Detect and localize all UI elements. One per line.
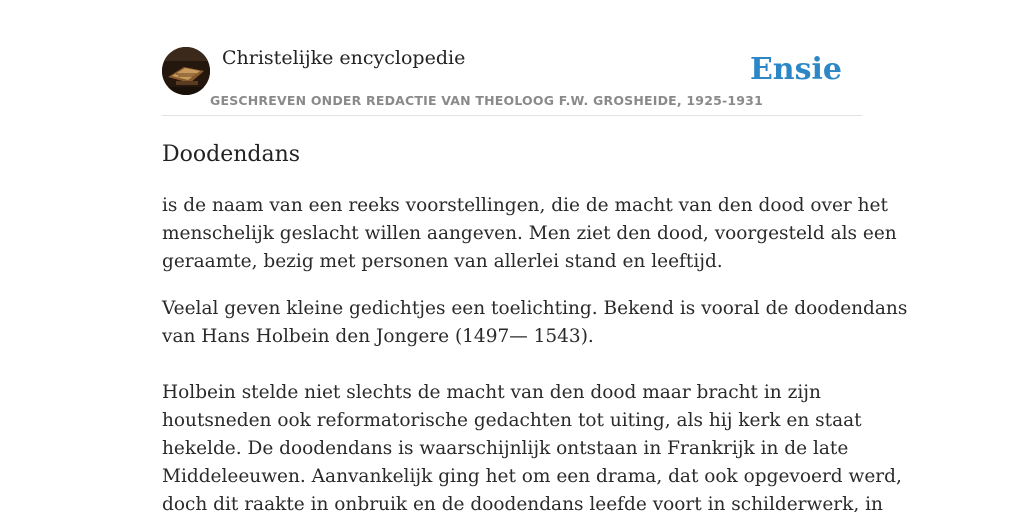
paragraph-line: Veelal geven kleine gedichtjes een toelichting. Bekend is vooral de doodendans [162, 298, 908, 319]
paragraph-line: hekelde. De doodendans is waarschijnlijk ontstaan in Frankrijk in de late [162, 438, 849, 459]
ensie-logo-link[interactable]: Ensie [749, 52, 842, 87]
paragraph-line: menschelijk geslacht willen aangeven. Men ziet den dood, voorgesteld als een [162, 223, 897, 244]
paragraph-line: Holbein stelde niet slechts de macht van den dood maar bracht in zijn [162, 382, 821, 403]
article-paragraph [162, 295, 908, 351]
article-title: Doodendans [162, 142, 301, 167]
book-photo-icon [162, 47, 210, 95]
paragraph-line: Middeleeuwen. Aanvankelijk ging het om een drama, dat ook opgevoerd werd, [162, 466, 902, 487]
source-header [162, 46, 862, 116]
header-divider [162, 115, 862, 116]
paragraph-line: van Hans Holbein den Jongere (1497— 1543). [162, 326, 594, 347]
paragraph-line: is de naam van een reeks voorstellingen, die de macht van den dood over het [162, 195, 888, 216]
paragraph-line: doch dit raakte in onbruik en de doodendans leefde voort in schilderwerk, in [162, 494, 883, 512]
source-title[interactable]: Christelijke encyclopedie [222, 47, 466, 69]
paragraph-line: houtsneden ook reformatorische gedachten tot uiting, als hij kerk en staat [162, 410, 862, 431]
article-paragraph [162, 379, 902, 512]
article-paragraph [162, 192, 897, 276]
source-subtitle: GESCHREVEN ONDER REDACTIE VAN THEOLOOG F.W. GROSHEIDE, 1925-1931 [210, 93, 763, 108]
paragraph-line: geraamte, bezig met personen van allerlei stand en leeftijd. [162, 251, 723, 272]
source-avatar[interactable] [162, 47, 210, 95]
